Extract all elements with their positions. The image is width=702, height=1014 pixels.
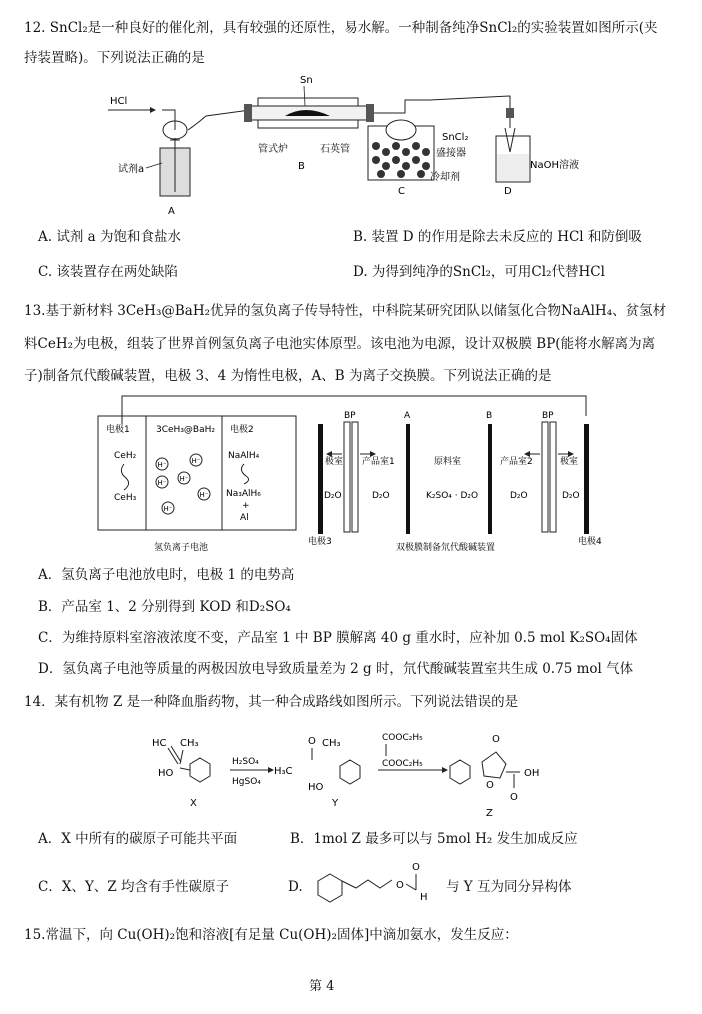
y-h3c: H₃C	[274, 766, 293, 777]
label-b: B	[298, 161, 305, 172]
label-plus: +	[242, 501, 250, 511]
label-ceh3: CeH₃	[114, 493, 137, 503]
label-k2so4: K₂SO₄ · D₂O	[426, 491, 479, 501]
q15-stem: 15.常温下，向 Cu(OH)₂饱和溶液[有足量 Cu(OH)₂固体]中滴加氨水，发生反应：	[24, 927, 518, 943]
label-d2o-1: D₂O	[324, 491, 342, 501]
x-label: X	[190, 798, 197, 809]
q14-option-d-structure	[308, 858, 448, 910]
label-cell-2: 产品室1	[362, 457, 395, 467]
q14-synthesis-figure	[150, 728, 570, 824]
h-ion-6: H⁻	[163, 505, 173, 513]
label-cell-5: 极室	[560, 457, 579, 467]
z-o-ring: O	[486, 780, 494, 791]
label-electrode4: 电极4	[578, 537, 602, 547]
label-a: A	[168, 206, 175, 217]
label-cell-3: 原料室	[434, 457, 462, 467]
device-caption: 双极膜制备氘代酸碱装置	[396, 543, 496, 553]
q12-option-a: A. 试剂 a 为饱和食盐水	[38, 229, 181, 245]
q13-option-c: C．为维持原料室溶液浓度不变，产品室 1 中 BP 膜解离 40 g 重水时，应补加 0.5 mol K₂SO₄固体	[38, 630, 638, 646]
label-membrane-b: B	[486, 411, 493, 421]
q13-battery-device-figure	[96, 392, 616, 556]
label-d2o-4: D₂O	[562, 491, 580, 501]
x-hc: HC	[152, 738, 167, 749]
q12-stem-line2: 持装置略)。下列说法正确的是	[24, 50, 205, 66]
y-label: Y	[332, 798, 339, 809]
y-o: O	[308, 736, 316, 747]
label-al: Al	[240, 513, 249, 523]
label-na3alh6: Na₃AlH₆	[226, 489, 261, 499]
y-ho: HO	[308, 782, 324, 793]
label-receiver-2: 盛接器	[436, 148, 466, 159]
label-receiver-1: SnCl₂	[442, 132, 469, 143]
label-c: C	[398, 186, 405, 197]
d-struct-o1: O	[396, 880, 404, 891]
label-quartz: 石英管	[320, 144, 350, 155]
label-d: D	[504, 186, 512, 197]
q13-option-b: B．产品室 1、2 分别得到 KOD 和D₂SO₄	[38, 599, 291, 615]
q13-stem-line1: 13.基于新材料 3CeH₃@BaH₂优异的氢负离子传导特性，中科院某研究团队以储氢化合物NaAlH₄、贫氢材	[24, 303, 667, 319]
q14-option-a: A．X 中所有的碳原子可能共平面	[38, 831, 238, 847]
q14-option-d-suffix: 与 Y 互为同分异构体	[446, 879, 572, 895]
d-struct-o2: O	[412, 862, 420, 873]
q13-option-d: D．氢负离子电池等质量的两极因放电导致质量差为 2 g 时，氘代酸碱装置室共生成 0.75 mol 气体	[38, 661, 634, 677]
q13-stem-line2: 料CeH₂为电极，组装了世界首例氢负离子电池实体原型。该电池为电源，设计双极膜 BP(能将水解离为离	[24, 336, 656, 352]
z-o-ketone: O	[492, 734, 500, 745]
label-electrode1: 电极1	[106, 425, 130, 435]
q12-option-c: C. 该装置存在两处缺陷	[38, 264, 178, 280]
label-ceh2: CeH₂	[114, 451, 137, 461]
label-cell-1: 极室	[325, 457, 344, 467]
z-o-acid: O	[510, 792, 518, 803]
label-bp1: BP	[344, 411, 356, 421]
label-d2o-2: D₂O	[372, 491, 390, 501]
label-naoh: NaOH溶液	[530, 160, 579, 171]
q12-option-b: B. 装置 D 的作用是除去未反应的 HCl 和防倒吸	[353, 229, 642, 245]
q14-option-c: C．X、Y、Z 均含有手性碳原子	[38, 879, 230, 895]
q14-stem: 14．某有机物 Z 是一种降血脂药物，其一种合成路线如图所示。下列说法错误的是	[24, 694, 519, 710]
label-hcl: HCl	[110, 96, 128, 107]
label-electrode2: 电极2	[230, 425, 254, 435]
x-ch3: CH₃	[180, 738, 199, 749]
label-membrane-a: A	[404, 411, 411, 421]
x-ho: HO	[158, 768, 174, 779]
ester-2: COOC₂H₅	[382, 759, 423, 769]
q14-option-b: B．1mol Z 最多可以与 5mol H₂ 发生加成反应	[290, 831, 578, 847]
h-ion-3: H⁻	[157, 479, 167, 487]
page-number: 第 4	[309, 979, 335, 994]
reagent-top: H₂SO₄	[232, 757, 259, 767]
label-coolant: 冷却剂	[430, 172, 460, 183]
label-furnace: 管式炉	[258, 144, 288, 155]
q12-apparatus-figure	[100, 68, 660, 218]
q14-option-d-prefix: D.	[288, 879, 303, 895]
z-label: Z	[486, 808, 493, 819]
q12-option-d: D. 为得到纯净的SnCl₂，可用Cl₂代替HCl	[353, 264, 605, 280]
h-ion-4: H⁻	[179, 475, 189, 483]
label-electrode3: 电极3	[308, 537, 332, 547]
q12-stem-line1: 12. SnCl₂是一种良好的催化剂，具有较强的还原性，易水解。一种制备纯净SnCl₂的实验装置如图所示(夹	[24, 20, 658, 36]
label-cell-4: 产品室2	[500, 457, 533, 467]
h-ion-5: H⁻	[199, 491, 209, 499]
label-material: 3CeH₃@BaH₂	[156, 425, 215, 435]
label-reagent-a: 试剂a	[118, 164, 145, 175]
ester-1: COOC₂H₅	[382, 733, 423, 743]
z-oh: OH	[524, 768, 540, 779]
h-ion-2: H⁻	[191, 457, 201, 465]
h-ion-1: H⁻	[157, 461, 167, 469]
y-ch3: CH₃	[322, 738, 341, 749]
label-bp2: BP	[542, 411, 554, 421]
label-sn: Sn	[300, 75, 313, 86]
q13-option-a: A．氢负离子电池放电时，电极 1 的电势高	[38, 567, 295, 583]
reagent-bottom: HgSO₄	[232, 777, 261, 787]
label-d2o-3: D₂O	[510, 491, 528, 501]
label-naalh4: NaAlH₄	[228, 451, 260, 461]
d-struct-h: H	[420, 892, 428, 903]
battery-caption: 氢负离子电池	[154, 543, 209, 553]
q13-stem-line3: 子)制备氘代酸碱装置，电极 3、4 为惰性电极，A、B 为离子交换膜。下列说法正确的是	[24, 368, 552, 384]
